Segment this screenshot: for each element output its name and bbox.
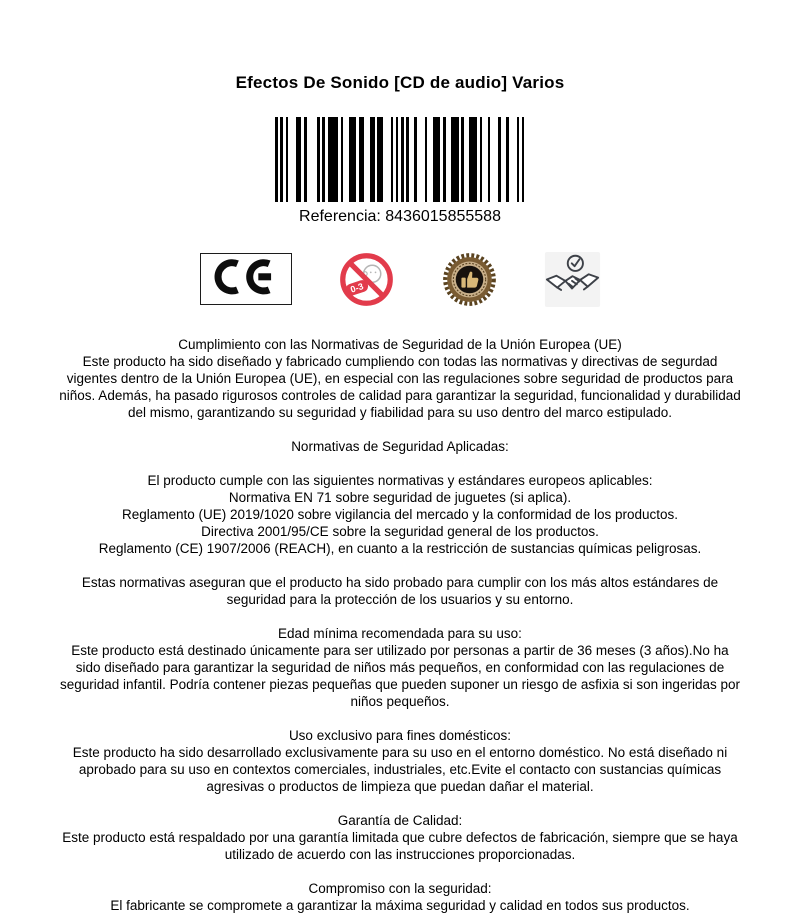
document-section xyxy=(58,574,742,608)
document-section xyxy=(58,336,742,421)
text-line: El producto cumple con las siguientes normativas y estándares europeos aplicables: xyxy=(147,473,653,488)
barcode-bar xyxy=(522,117,525,202)
barcode xyxy=(275,117,525,202)
text-line: Directiva 2001/95/CE sobre la seguridad general de los productos. xyxy=(201,524,599,539)
text-line: Este producto ha sido diseñado y fabricado cumpliendo con todas las normativas y directivas de segurdad vigentes dentro de la Unión Europea (UE), en especial con las regulaciones sobre seguridad de productos para niños. Además, ha pasado rigurosos controles de calidad para garantizar la seguridad, funcionalidad y durabilidad del mismo, garantizando su seguridad y fiabilidad para su uso dentro del marco estipulado. xyxy=(59,354,741,420)
age-warning-0-3-icon xyxy=(338,251,395,308)
document-section xyxy=(58,438,742,455)
text-line: Uso exclusivo para fines domésticos: xyxy=(288,728,512,743)
document-body xyxy=(58,336,742,914)
age-warning-label: 0-3 xyxy=(348,280,365,295)
text-line: Normativas de Seguridad Aplicadas: xyxy=(291,439,509,454)
certification-icons-row xyxy=(0,249,800,309)
text-line: Este producto está destinado únicamente para ser utilizado por personas a partir de 36 meses (3 años).No ha sido diseñado para garantizar la seguridad de niños más pequeños, en conformidad con las regulaciones de seguridad infantil. Podría contener piezas pequeñas que pueden suponer un riesgo de asfixia si son ingeridas por niños pequeños. xyxy=(60,643,740,709)
text-line: Estas normativas aseguran que el producto ha sido probado para cumplir con los más altos estándares de seguridad para la protección de los usuarios y su entorno. xyxy=(81,575,719,607)
quality-seal-icon xyxy=(441,251,498,308)
document-section xyxy=(58,472,742,557)
document-section xyxy=(58,625,742,710)
text-line: El fabricante se compromete a garantizar la máxima seguridad y calidad en todos sus productos. xyxy=(110,898,690,913)
text-line: Garantía de Calidad: xyxy=(337,813,463,828)
text-line: Cumplimiento con las Normativas de Seguridad de la Unión Europea (UE) xyxy=(178,337,622,352)
document-section xyxy=(58,880,742,914)
document-section xyxy=(58,727,742,795)
text-line: Edad mínima recomendada para su uso: xyxy=(278,626,522,641)
ce-mark-icon xyxy=(200,253,292,305)
text-line: Reglamento (CE) 1907/2006 (REACH), en cuanto a la restricción de sustancias químicas peligrosas. xyxy=(98,541,702,556)
page-title: Efectos De Sonido [CD de audio] Varios xyxy=(235,73,565,92)
text-line: Este producto ha sido desarrollado exclusivamente para su uso en el entorno doméstico. No está diseñado ni aprobado para su uso en contextos comerciales, industriales, etc.Evite el contacto con sustancias químicas agresivas o productos de limpieza que puedan dañar el material. xyxy=(72,745,728,794)
text-line: Reglamento (UE) 2019/1020 sobre vigilancia del mercado y la conformidad de los productos. xyxy=(121,507,679,522)
text-line: Compromiso con la seguridad: xyxy=(308,881,492,896)
guarantee-handshake-icon xyxy=(544,251,601,308)
document-section xyxy=(58,812,742,863)
text-line: Este producto está respaldado por una garantía limitada que cubre defectos de fabricación, siempre que se haya utilizado de acuerdo con las instrucciones proporcionadas. xyxy=(62,830,738,862)
reference-number: Referencia: 8436015855588 xyxy=(299,208,501,225)
text-line: Normativa EN 71 sobre seguridad de juguetes (si aplica). xyxy=(228,490,572,505)
